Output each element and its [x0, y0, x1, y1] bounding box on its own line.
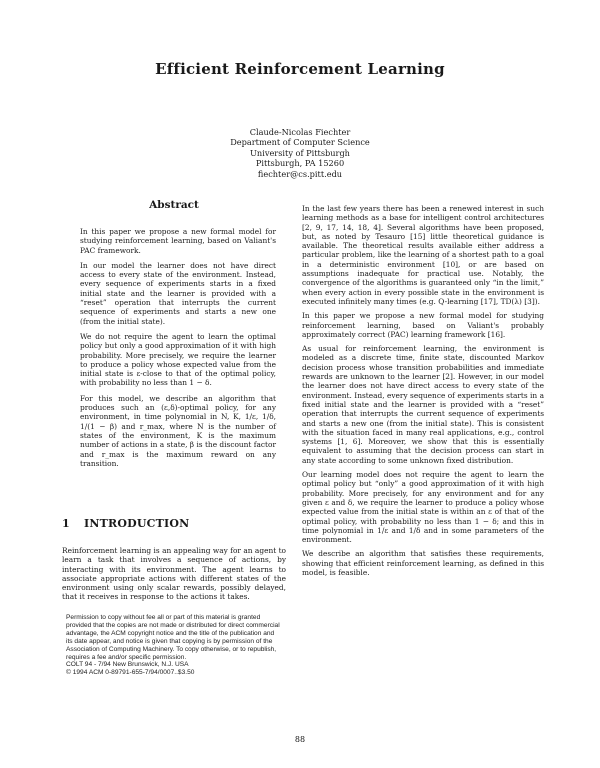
abstract-body [80, 227, 276, 474]
author-email: fiechter@cs.pitt.edu [257, 168, 343, 179]
permission-text: Permission to copy without fee all or part of this material is granted provided that the copies are not made or distributed for direct commercial advantage, the ACM copyright notice and the title of the publication and its date appear, and notice is given that copying is by permission of the Association of Computing Machinery. To copy otherwise, or to republish, requires a fee and/or specific permission. [66, 614, 280, 661]
abstract-paragraph: In this paper we propose a new formal model for studying reinforcement learning, based on Valiant's PAC framework. [80, 227, 276, 255]
abstract-paragraph: In our model the learner does not have direct access to every state of the environment. Instead, every sequence of experiments starts in a fixed initial state and the learner is provided with a “reset” operation that interrupts the current sequence of experiments and starts a new one (from the initial state). [80, 260, 276, 326]
section-number: 1 [62, 517, 70, 530]
section-title: INTRODUCTION [84, 517, 190, 530]
conference-line: COLT 94 - 7/94 New Brunswick, N.J. USA [66, 661, 189, 669]
introduction-paragraph: Reinforcement learning is an appealing way for an agent to learn a task that involves a sequence of actions, by interacting with its environment. The agent learns to associate appropriate actions with different states of the environment using only scalar rewards, possibly delayed, that it receives in response to the actions it takes. [62, 546, 286, 602]
author-department: Department of Computer Science [230, 137, 370, 148]
author-university: University of Pittsburgh [250, 147, 350, 158]
paper-title: Efficient Reinforcement Learning [155, 60, 445, 78]
abstract-paragraph: We do not require the agent to learn the optimal policy but only a good approximation of it with high probability. More precisely, we require the learner to produce a policy whose expected value from the initial state is ε-close to that of the optimal policy, with probability no less than 1 − δ. [80, 331, 276, 388]
right-column-body [302, 204, 544, 582]
permission-notice [66, 614, 282, 677]
author-block [0, 127, 600, 179]
body-paragraph: Our learning model does not require the agent to learn the optimal policy but “only” a good approximation of it with high probability. More precisely, for any environment and for any given ε and δ, we require the learner to produce a policy whose expected value from the initial state is within an ε of that of the optimal policy, with probability no less than 1 − δ; and this in time polynomial in 1/ε and 1/δ and in some parameters of the environment. [302, 470, 544, 545]
body-paragraph: In this paper we propose a new formal model for studying reinforcement learning, based on Valiant's probably approximately correct (PAC) learning framework [16]. [302, 311, 544, 339]
abstract-paragraph: For this model, we describe an algorithm that produces such an (ε,δ)-optimal policy, for any environment, in time polynomial in N, K, 1/ε, 1/δ, 1/(1 − β) and r_max, where N is the number of states of the environment, K is the maximum number of actions in a state, β is the discount factor and r_max is the maximum reward on any transition. [80, 393, 276, 468]
body-paragraph: We describe an algorithm that satisfies these requirements, showing that efficient reinforcement learning, as defined in this model, is feasible. [302, 549, 544, 577]
body-paragraph: In the last few years there has been a renewed interest in such learning methods as a base for intelligent control architectures [2, 9, 17, 14, 18, 4]. Several algorithms have been proposed, but, as noted by Tesauro [15] little theoretical guidance is available. The theoretical results available either address a particular problem, like the learning of a shortest path to a goal in a deterministic environment [10], or are based on assumptions inadequate for practical use. Notably, the convergence of the algorithms is guaranteed only “in the limit,” when every action in every possible state in the environment is executed infinitely many times (e.g. Q-learning [17], TD(λ) [3]). [302, 204, 544, 306]
page-number: 88 [294, 735, 306, 744]
author-city: Pittsburgh, PA 15260 [255, 158, 345, 169]
copyright-line: © 1994 ACM 0-89791-655-7/94/0007..$3.50 [66, 669, 195, 677]
abstract-heading: Abstract [149, 199, 199, 211]
introduction-body [62, 546, 286, 602]
section-heading-introduction [62, 517, 286, 530]
author-name: Claude-Nicolas Fiechter [249, 127, 351, 137]
body-paragraph: As usual for reinforcement learning, the environment is modeled as a discrete time, finite state, discounted Markov decision process whose transition probabilities and immediate rewards are unknown to the learner [2]. However, in our model the learner does not have direct access to every state of the environment. Instead, every sequence of experiments starts in a fixed initial state and the learner is provided with a “reset” operation that interrupts the current sequence of experiments and starts a new one (from the initial state). This is consistent with the situation faced in many real applications, e.g., control systems [1, 6]. Moreover, we show that this is essentially equivalent to assuming that the decision process can start in any state according to some unknown fixed distribution. [302, 344, 544, 465]
